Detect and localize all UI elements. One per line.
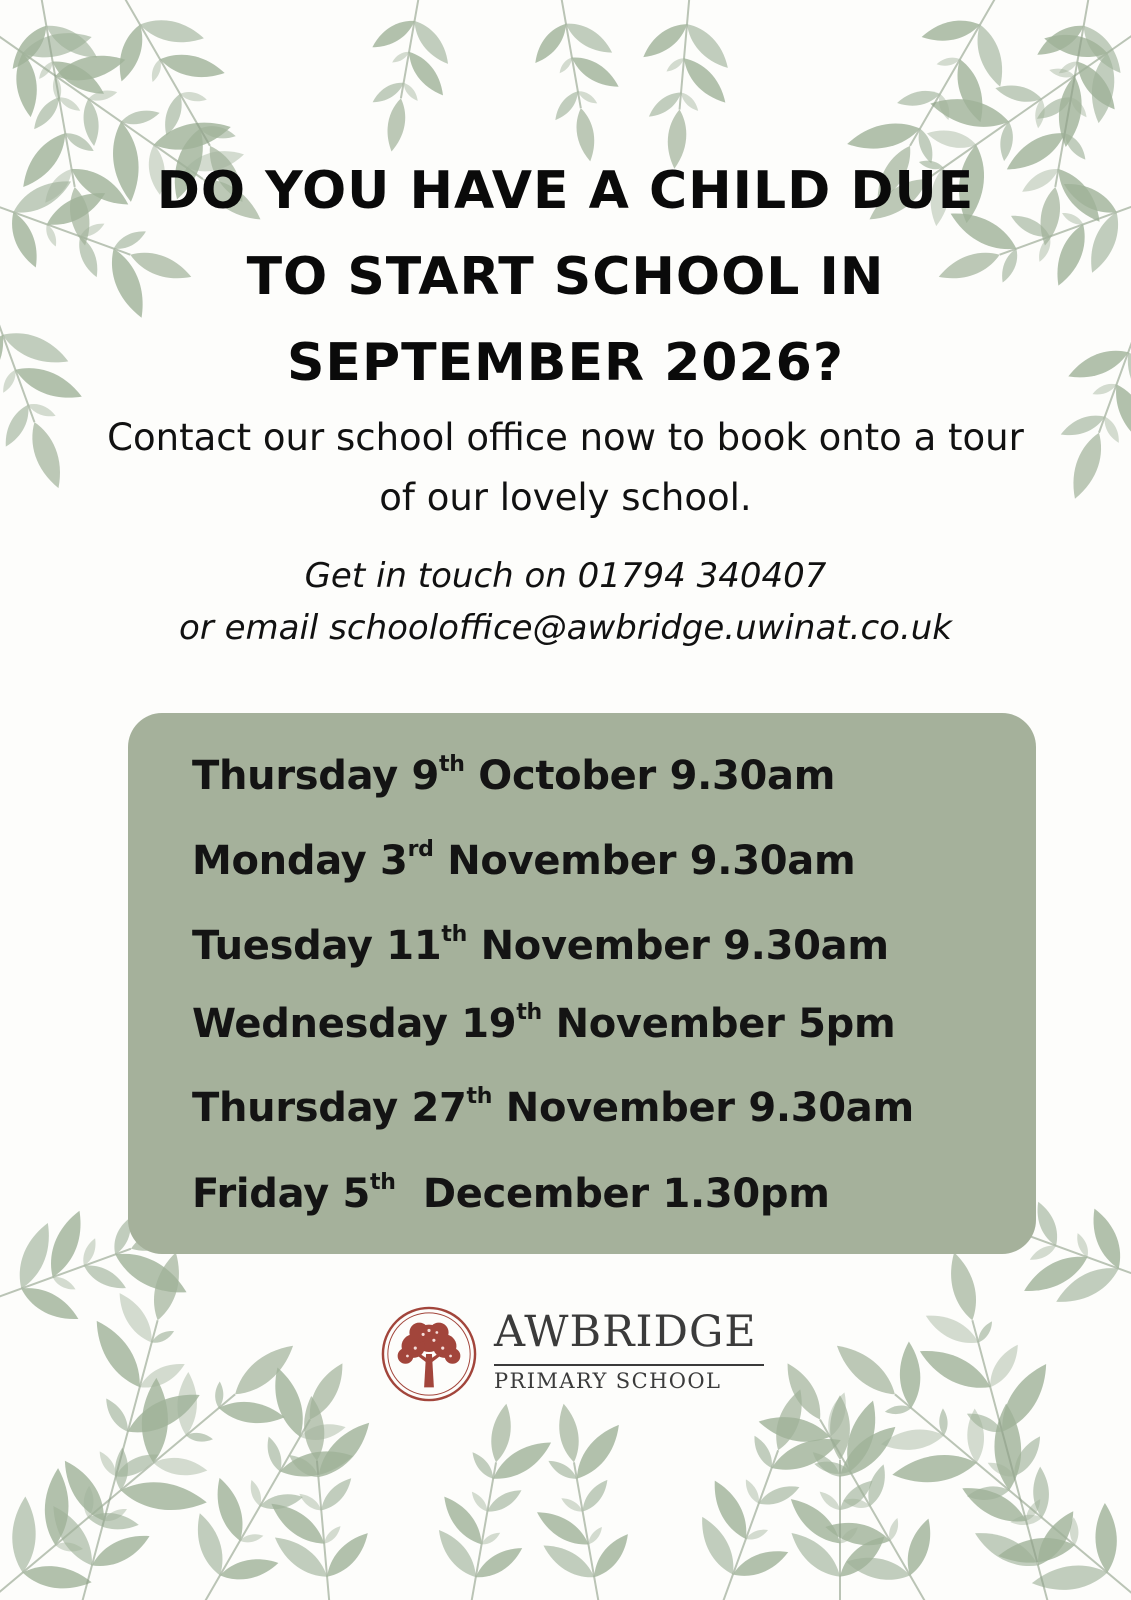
intro-line-2: of our lovely school. bbox=[379, 476, 752, 519]
tour-date-1: Thursday 9th October 9.30am bbox=[192, 752, 836, 799]
headline-line-3: SEPTEMBER 2026? bbox=[286, 333, 844, 393]
logo-divider bbox=[494, 1364, 764, 1366]
contact-phone: Get in touch on 01794 340407 bbox=[304, 556, 827, 596]
contact-email: or email schooloffice@awbridge.uwinat.co.uk bbox=[179, 608, 952, 648]
tour-date-6: Friday 5th December 1.30pm bbox=[192, 1170, 830, 1217]
school-name: AWBRIDGE bbox=[494, 1307, 757, 1357]
headline bbox=[0, 148, 1131, 406]
tour-dates-box bbox=[128, 713, 1036, 1254]
headline-line-2: TO START SCHOOL IN bbox=[246, 247, 885, 307]
school-logo bbox=[380, 1305, 780, 1405]
tour-date-4: Wednesday 19th November 5pm bbox=[192, 1000, 896, 1047]
intro-text bbox=[40, 408, 1091, 528]
tree-icon bbox=[380, 1305, 478, 1403]
tour-date-2: Monday 3rd November 9.30am bbox=[192, 837, 856, 884]
tour-date-3: Tuesday 11th November 9.30am bbox=[192, 922, 889, 969]
contact-info bbox=[40, 550, 1091, 654]
tour-date-5: Thursday 27th November 9.30am bbox=[192, 1084, 914, 1131]
headline-line-1: DO YOU HAVE A CHILD DUE bbox=[156, 161, 975, 221]
intro-line-1: Contact our school office now to book onto a tour bbox=[107, 416, 1024, 459]
school-subtitle: PRIMARY SCHOOL bbox=[494, 1369, 722, 1393]
